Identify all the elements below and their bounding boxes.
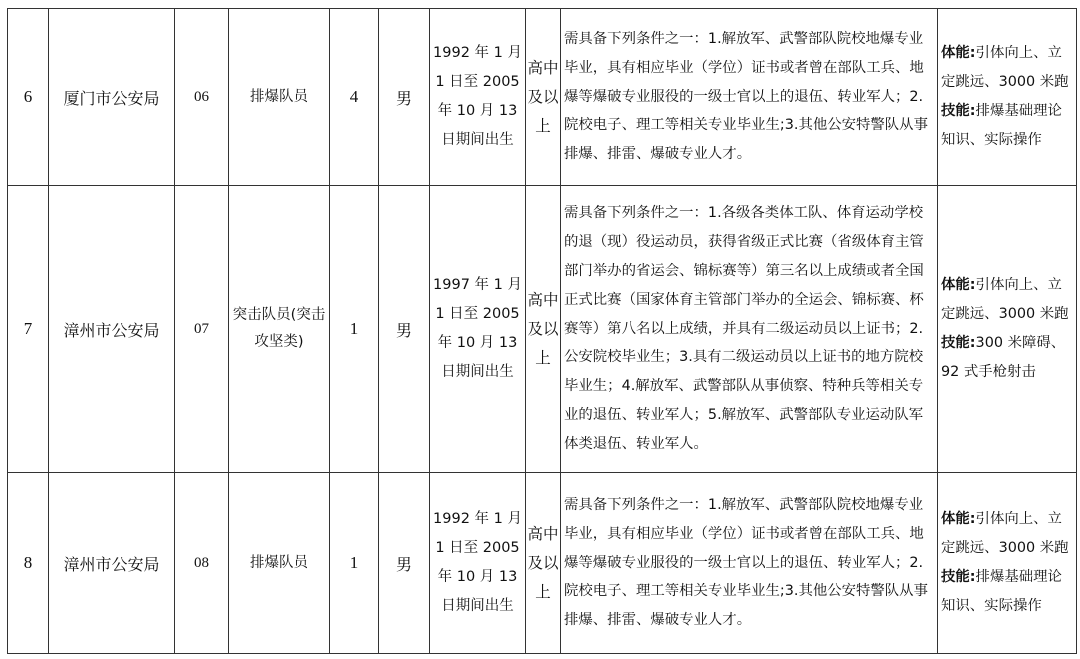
skill-items: 排爆基础理论知识、实际操作 [941,103,1062,148]
physical-label: 体能: [941,45,976,62]
physical-label: 体能: [941,277,976,294]
row-birth-range: 1992 年 1 月 1 日至 2005 年 10 月 13 日期间出生 [430,9,526,186]
row-unit: 厦门市公安局 [49,9,175,186]
row-conditions: 需具备下列条件之一：1.解放军、武警部队院校地爆专业毕业，具有相应毕业（学位）证书或者曾在部队工兵、地爆等爆破专业服役的一级士官以上的退伍、转业军人；2.院校电子、理工等相关专业毕业生;3.其他公安特警队从事排爆、排雷、爆破专业人才。 [561,473,938,654]
row-gender: 男 [379,186,430,473]
row-gender: 男 [379,9,430,186]
row-birth-range: 1997 年 1 月 1 日至 2005 年 10 月 13 日期间出生 [430,186,526,473]
table-row [8,9,1077,186]
physical-label: 体能: [941,511,976,528]
row-education: 高中及以上 [526,186,561,473]
row-count: 1 [330,186,379,473]
row-seq: 8 [8,473,49,654]
table-row [8,473,1077,654]
physical-items: 引体向上、立定跳远、3000 米跑 [941,45,1069,91]
row-position-code: 06 [175,9,229,186]
row-unit: 漳州市公安局 [49,186,175,473]
row-unit: 漳州市公安局 [49,473,175,654]
row-position-code: 07 [175,186,229,473]
row-seq: 6 [8,9,49,186]
row-position: 排爆队员 [229,473,330,654]
table-row [8,186,1077,473]
row-count: 4 [330,9,379,186]
row-tests [938,9,1077,186]
row-tests [938,186,1077,473]
row-conditions: 需具备下列条件之一：1.解放军、武警部队院校地爆专业毕业，具有相应毕业（学位）证书或者曾在部队工兵、地爆等爆破专业服役的一级士官以上的退伍、转业军人；2.院校电子、理工等相关专业毕业生;3.其他公安特警队从事排爆、排雷、爆破专业人才。 [561,9,938,186]
row-conditions: 需具备下列条件之一：1.各级各类体工队、体育运动学校的退（现）役运动员，获得省级正式比赛（省级体育主管部门举办的省运会、锦标赛等）第三名以上成绩或者全国正式比赛（国家体育主管部门举办的全运会、锦标赛、杯赛等）第八名以上成绩，并具有二级运动员以上证书；2.公安院校毕业生；3.具有二级运动员以上证书的地方院校毕业生；4.解放军、武警部队从事侦察、特种兵等相关专业的退伍、转业军人；5.解放军、武警部队专业运动队军体类退伍、转业军人。 [561,186,938,473]
skill-items: 300 米障碍、92 式手枪射击 [941,335,1066,380]
row-seq: 7 [8,186,49,473]
skill-label: 技能: [941,103,976,119]
recruitment-table [7,8,1077,654]
skill-items: 排爆基础理论知识、实际操作 [941,569,1062,614]
row-education: 高中及以上 [526,473,561,654]
row-position: 突击队员(突击攻坚类) [229,186,330,473]
row-gender: 男 [379,473,430,654]
row-birth-range: 1992 年 1 月 1 日至 2005 年 10 月 13 日期间出生 [430,473,526,654]
row-position: 排爆队员 [229,9,330,186]
row-count: 1 [330,473,379,654]
physical-items: 引体向上、立定跳远、3000 米跑 [941,511,1069,557]
row-position-code: 08 [175,473,229,654]
skill-label: 技能: [941,569,976,585]
row-tests [938,473,1077,654]
physical-items: 引体向上、立定跳远、3000 米跑 [941,277,1069,323]
row-education: 高中及以上 [526,9,561,186]
skill-label: 技能: [941,335,976,351]
